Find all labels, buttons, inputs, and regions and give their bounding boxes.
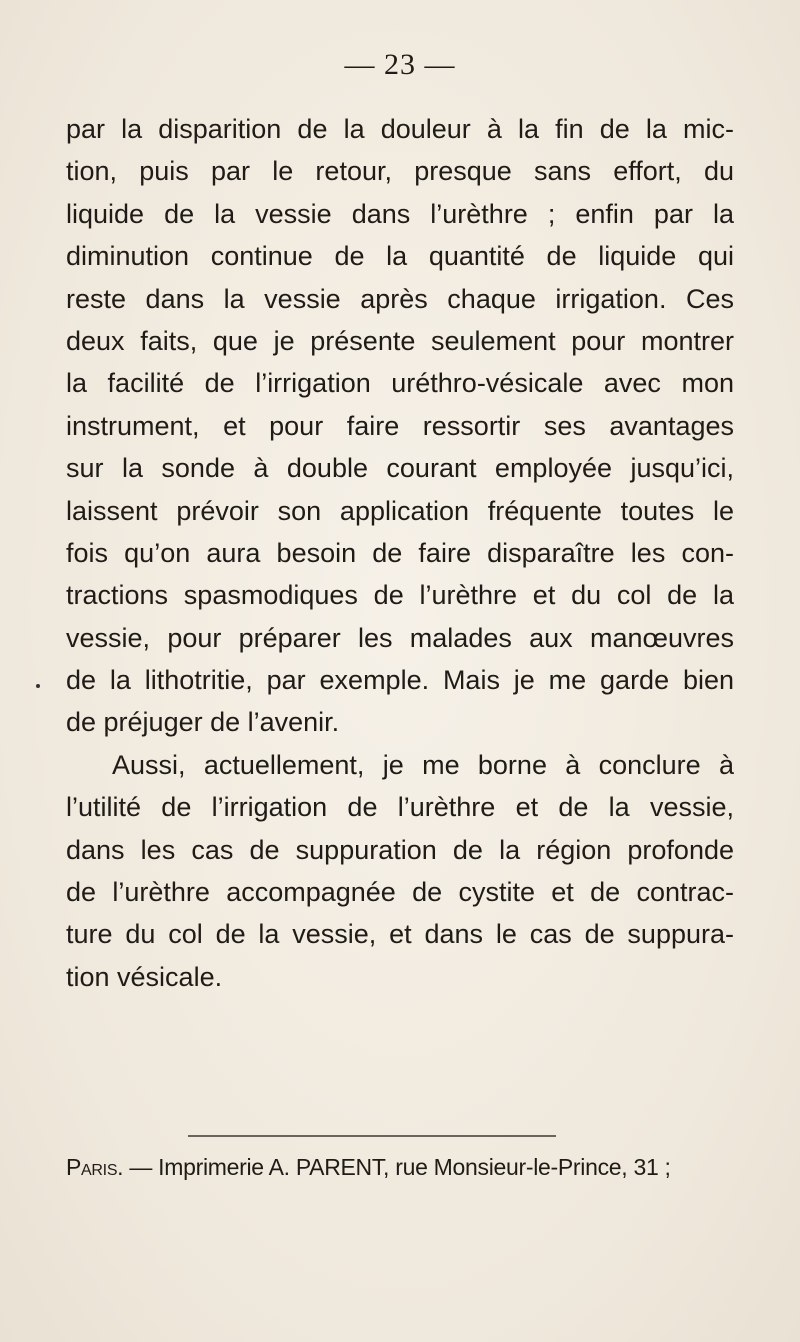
printer-imprint <box>66 1154 746 1181</box>
text-line: liquide de la vessie dans l’urèthre ; enfin par la <box>66 198 734 229</box>
body-text <box>66 108 734 998</box>
text-line: deux faits, que je présente seulement pour montrer <box>66 325 734 356</box>
margin-mark <box>36 684 40 688</box>
text-line: vessie, pour préparer les malades aux manœuvres <box>66 622 734 653</box>
text-line: tion, puis par le retour, presque sans effort, du <box>66 156 734 187</box>
imprint-details: — Imprimerie A. PARENT, rue Monsieur-le-Prince, 31 ; <box>123 1154 671 1180</box>
text-line: ture du col de la vessie, et dans le cas de suppura- <box>66 919 734 950</box>
text-line: instrument, et pour faire ressortir ses avantages <box>66 410 734 441</box>
text-line: dans les cas de suppuration de la région profonde <box>66 834 734 865</box>
text-line: laissent prévoir son application fréquente toutes le <box>66 495 734 526</box>
text-line: de préjuger de l’avenir. <box>66 707 340 738</box>
text-line: reste dans la vessie après chaque irrigation. Ces <box>66 283 734 314</box>
paragraph-1 <box>66 108 734 744</box>
footer-rule <box>188 1135 556 1137</box>
text-line: l’utilité de l’irrigation de l’urèthre et de la vessie, <box>66 792 734 823</box>
page-number: — 23 — <box>344 48 456 81</box>
text-line: fois qu’on aura besoin de faire disparaître les con- <box>66 537 734 568</box>
text-line: sur la sonde à double courant employée jusqu’ici, <box>66 453 734 484</box>
paragraph-2 <box>66 744 734 998</box>
text-line: tion vésicale. <box>66 961 223 992</box>
text-line: de l’urèthre accompagnée de cystite et de contrac- <box>66 877 734 908</box>
text-line: la facilité de l’irrigation uréthro-vésicale avec mon <box>66 368 734 399</box>
imprint-city: Paris. <box>66 1154 124 1180</box>
text-line: de la lithotritie, par exemple. Mais je me garde bien <box>66 665 734 696</box>
text-line: tractions spasmodiques de l’urèthre et du col de la <box>66 580 734 611</box>
text-line: Aussi, actuellement, je me borne à conclure à <box>112 749 734 780</box>
text-line: par la disparition de la douleur à la fin de la mic- <box>66 114 734 144</box>
text-line: diminution continue de la quantité de liquide qui <box>66 241 734 272</box>
